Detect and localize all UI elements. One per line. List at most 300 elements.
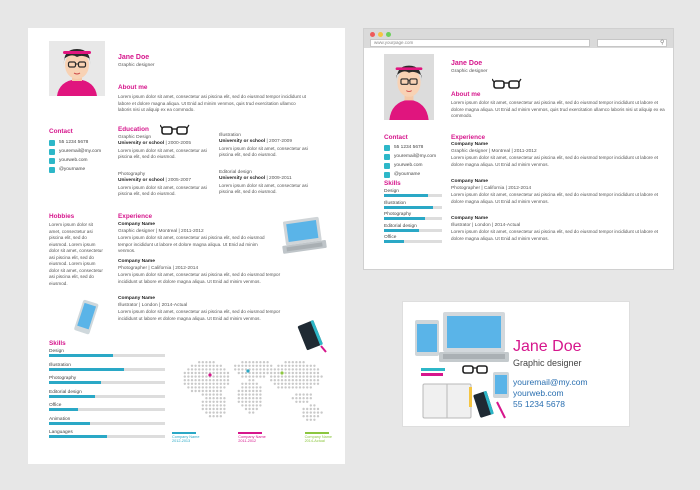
map-dot [310,419,312,421]
web-avatar [384,54,434,120]
map-dot [216,411,218,413]
map-dot [205,365,207,367]
map-dot [212,401,214,403]
map-dot [256,383,258,385]
skill-bar [49,422,165,425]
map-dot [198,368,200,370]
map-dot [277,383,279,385]
skill-bar [384,206,442,209]
map-dot [274,375,276,377]
map-dot [281,383,283,385]
map-dot [209,401,211,403]
map-dot [216,390,218,392]
map-dot [241,390,243,392]
contact-phone: 55 1234 5678 [384,143,446,152]
map-dot [198,386,200,388]
skill-bar [49,395,165,398]
map-dot [227,375,229,377]
map-dot [209,411,211,413]
map-dot [220,379,222,381]
map-dot [259,397,261,399]
map-dot [288,383,290,385]
address-bar[interactable]: www.yourpage.com [370,39,590,47]
skill-row: Photography [49,376,165,390]
map-dot [241,383,243,385]
map-dot [310,393,312,395]
map-dot [223,411,225,413]
map-dot [256,368,258,370]
map-dot [302,372,304,374]
map-dot [205,408,207,410]
map-dot [277,386,279,388]
map-dot [306,379,308,381]
map-dot [248,401,250,403]
map-dot [191,372,193,374]
experience-item: Company Name Illustrator | London | 2014-Actual Lorem ipsum dolor sit amet, consectetur asi piscina elit, sed do eiusmod tempor incididunt ut labore et dolore magna aliqua. Ut Enid ad minim venmos. [451,216,659,241]
map-dot [288,372,290,374]
map-dot [238,365,240,367]
map-dot [310,386,312,388]
map-dot [216,368,218,370]
map-dot [212,375,214,377]
map-dot [284,383,286,385]
map-dot [245,408,247,410]
map-dot [252,401,254,403]
map-dot [245,383,247,385]
map-dot [299,372,301,374]
map-dot [248,390,250,392]
map-dot [220,390,222,392]
map-dot [220,386,222,388]
map-dot [284,375,286,377]
map-dot [281,379,283,381]
map-dot [313,375,315,377]
map-dot [313,408,315,410]
map-dot [212,411,214,413]
maximize-dot[interactable] [386,32,391,37]
map-dot [313,404,315,406]
map-dot [209,415,211,417]
experience-item: Company Name Photographer | California | 2012-2014 Lorem ipsum dolor sit amet, consectetur asi piscina elit, sed do eiusmod tempor incididunt ut labore et dolore magna aliqua. Ut Enid ad minim venmos. [451,179,659,204]
web-icon [49,158,55,164]
map-dot [310,408,312,410]
map-dot [310,404,312,406]
map-dot [302,408,304,410]
map-dot [266,368,268,370]
map-dot [209,390,211,392]
map-dot [202,404,204,406]
map-dot [281,368,283,370]
map-dot [252,375,254,377]
map-dot [238,401,240,403]
map-dot [248,365,250,367]
map-dot [270,379,272,381]
legend-item: Company Name 2012-2013 [172,432,199,443]
contact-email: youremail@my.com [49,147,119,156]
browser-window [363,28,674,270]
map-dot [202,383,204,385]
map-dot [216,375,218,377]
map-dot [191,375,193,377]
map-dot [202,365,204,367]
map-marker [280,371,283,374]
map-dot [306,419,308,421]
map-dot [288,368,290,370]
map-dot [245,397,247,399]
map-dot [198,365,200,367]
web-role: Graphic designer [451,69,488,74]
map-dot [209,404,211,406]
map-dot [241,368,243,370]
map-dot [299,375,301,377]
map-dot [191,368,193,370]
email-icon [384,154,390,160]
map-dot [295,379,297,381]
map-dot [205,383,207,385]
map-dot [274,379,276,381]
map-dot [284,386,286,388]
skill-row: Editorial design [384,224,442,236]
search-icon[interactable]: ⚲ [660,40,665,46]
map-dot [198,379,200,381]
hobbies-text: Lorem ipsum dolor sit amet, consectetur asi piscina elit, sed do eiusmod. Lorem ipsum dolor sit amet, consectetur asi piscina elit, sed do eiusmod. Lorem ipsum dolor sit amet, consectetur asi piscina elit, sed do eiusmod. [49,222,103,286]
map-dot [288,386,290,388]
map-dot [292,397,294,399]
map-dot [295,375,297,377]
map-dot [184,372,186,374]
map-dot [299,397,301,399]
map-dot [238,372,240,374]
business-card [402,301,630,427]
map-dot [274,383,276,385]
map-dot [198,361,200,363]
map-dot [317,368,319,370]
map-dot [245,365,247,367]
map-dot [238,393,240,395]
experience-item: Company Name Graphic designer | Montreal | 2011-2012 Lorem ipsum dolor sit amet, consectetur asi piscina elit, sed do eiusmod tempor incididunt ut labore et dolore magna aliqua. Ut Enid ad minim venmos. [118,222,265,254]
map-dot [310,411,312,413]
map-dot [209,368,211,370]
map-dot [266,365,268,367]
map-dot [306,397,308,399]
map-dot [302,375,304,377]
map-dot [212,408,214,410]
map-dot [212,393,214,395]
map-dot [220,393,222,395]
map-dot [306,368,308,370]
map-dot [241,375,243,377]
map-dot [245,386,247,388]
map-dot [205,404,207,406]
map-dot [194,365,196,367]
map-dot [263,361,265,363]
map-dot [256,375,258,377]
map-dot [299,401,301,403]
map-dot [202,401,204,403]
map-dot [259,372,261,374]
twitter-icon [384,172,390,178]
map-dot [317,415,319,417]
map-dot [252,368,254,370]
map-dot [245,375,247,377]
map-dot [209,397,211,399]
map-dot [263,375,265,377]
map-dot [299,393,301,395]
map-dot [306,372,308,374]
map-dot [212,365,214,367]
map-dot [320,411,322,413]
map-dot [317,379,319,381]
map-dot [212,379,214,381]
map-dot [241,397,243,399]
map-dot [302,411,304,413]
experience-heading: Experience [118,213,153,220]
map-dot [241,386,243,388]
map-dot [295,386,297,388]
map-dot [198,372,200,374]
skill-row: Illustration [384,201,442,213]
map-dot [184,383,186,385]
skill-bar [384,217,442,220]
map-dot [216,386,218,388]
map-dot [191,365,193,367]
map-dot [263,365,265,367]
map-dot [248,404,250,406]
map-dot [310,365,312,367]
map-dot [295,365,297,367]
map-dot [194,390,196,392]
map-dot [248,383,250,385]
map-dot [317,408,319,410]
map-dot [198,383,200,385]
map-dot [256,408,258,410]
skill-bar [49,408,165,411]
skill-bar [384,240,442,243]
map-dot [266,372,268,374]
map-dot [317,375,319,377]
close-dot[interactable] [370,32,375,37]
map-dot [248,408,250,410]
skill-row: Editorial design [49,390,165,404]
map-dot [259,393,261,395]
contact-web: yourweb.com [49,156,119,165]
map-dot [295,397,297,399]
map-dot [202,390,204,392]
map-dot [302,386,304,388]
map-dot [227,372,229,374]
map-dot [223,375,225,377]
map-dot [245,404,247,406]
world-map [172,353,330,431]
map-dot [209,383,211,385]
phone-illustration [72,299,100,337]
map-dot [216,383,218,385]
map-dot [277,368,279,370]
map-dot [292,379,294,381]
laptop-illustration [279,217,327,255]
map-dot [187,386,189,388]
map-dot [220,404,222,406]
map-dot [245,372,247,374]
map-dot [259,401,261,403]
map-dot [295,383,297,385]
phone-icon [384,145,390,151]
map-dot [194,386,196,388]
map-dot [277,365,279,367]
education-heading: Education [118,126,149,133]
experience-item: Company Name Illustrator | London | 2014-Actual Lorem ipsum dolor sit amet, consectetur asi piscina elit, sed do eiusmod tempor incididunt ut labore et dolore magna aliqua. Ut Enid ad minim venmos. [118,296,281,321]
map-dot [187,379,189,381]
map-dot [274,368,276,370]
map-dot [187,368,189,370]
map-dot [310,372,312,374]
skill-row: Design [384,189,442,201]
resume-page [28,28,345,464]
map-dot [263,368,265,370]
map-dot [194,375,196,377]
web-experience-heading: Experience [451,134,486,141]
skill-bar [49,354,165,357]
map-dot [245,401,247,403]
email-icon [49,149,55,155]
minimize-dot[interactable] [378,32,383,37]
skills-heading: Skills [49,340,66,347]
skill-row: Illustration [49,363,165,377]
contact-phone: 55 1234 5678 [49,138,119,147]
map-dot [198,390,200,392]
map-dot [223,397,225,399]
map-dot [220,401,222,403]
map-dot [256,393,258,395]
map-dot [292,368,294,370]
map-dot [292,372,294,374]
map-dot [270,375,272,377]
map-dot [220,408,222,410]
map-dot [205,386,207,388]
map-dot [220,411,222,413]
map-dot [313,419,315,421]
map-dot [256,372,258,374]
map-marker [246,369,249,372]
map-dot [306,408,308,410]
map-dot [295,372,297,374]
skill-bar [49,381,165,384]
education-item: Photography University or school | 2005-2007 Lorem ipsum dolor sit amet, consectetur asi piscina elit, sed do eiusmod. [118,172,207,197]
map-dot [292,383,294,385]
map-dot [281,375,283,377]
map-dot [252,411,254,413]
map-dot [205,372,207,374]
skill-bar [384,194,442,197]
map-dot [205,375,207,377]
map-dot [209,365,211,367]
map-dot [252,383,254,385]
search-box[interactable] [597,39,667,47]
map-dot [302,379,304,381]
map-dot [317,372,319,374]
map-dot [245,393,247,395]
map-dot [281,386,283,388]
skill-row: Design [49,349,165,363]
map-dot [202,375,204,377]
map-dot [223,404,225,406]
web-about-heading: About me [451,91,481,98]
map-dot [266,361,268,363]
map-dot [302,365,304,367]
map-marker [208,373,211,376]
map-dot [216,401,218,403]
map-dot [302,415,304,417]
map-dot [256,397,258,399]
phone-icon [49,140,55,146]
map-dot [241,393,243,395]
map-dot [292,365,294,367]
map-dot [216,408,218,410]
map-dot [302,383,304,385]
map-dot [241,361,243,363]
map-dot [223,401,225,403]
map-dot [194,372,196,374]
map-dot [205,379,207,381]
map-dot [212,361,214,363]
map-dot [288,365,290,367]
map-dot [310,368,312,370]
map-dot [259,404,261,406]
map-dot [313,368,315,370]
map-dot [302,361,304,363]
map-dot [245,361,247,363]
map-dot [313,365,315,367]
map-dot [202,379,204,381]
map-dot [317,411,319,413]
map-dot [209,393,211,395]
map-dot [292,375,294,377]
map-dot [241,372,243,374]
map-dot [299,386,301,388]
map-dot [313,415,315,417]
map-dot [284,365,286,367]
hobbies-heading: Hobbies [49,213,75,220]
map-dot [292,386,294,388]
map-dot [256,390,258,392]
map-dot [295,393,297,395]
map-dot [299,368,301,370]
map-dot [270,368,272,370]
web-about-text: Lorem ipsum dolor sit amet, consectetur asi piscina elit, sed do eiusmod tempor incididunt ut labore et dolore magna aliqua. Ut Enid ad minim venmos, quis trud exercitation ullamco laboris nisi ut aliquip ex ea commodo. [451,100,665,119]
map-dot [248,375,250,377]
map-dot [292,361,294,363]
map-dot [216,393,218,395]
map-dot [212,390,214,392]
map-dot [252,379,254,381]
map-dot [234,368,236,370]
map-dot [212,368,214,370]
map-dot [302,397,304,399]
map-dot [191,383,193,385]
map-dot [313,383,315,385]
map-dot [227,379,229,381]
skill-row: Office [49,403,165,417]
resume-name: Jane Doe [118,54,150,61]
map-dot [252,390,254,392]
skill-bar [49,368,165,371]
skill-bar [49,435,165,438]
map-dot [187,372,189,374]
web-skills-heading: Skills [384,180,401,187]
map-dot [295,368,297,370]
map-dot [227,383,229,385]
map-dot [288,375,290,377]
